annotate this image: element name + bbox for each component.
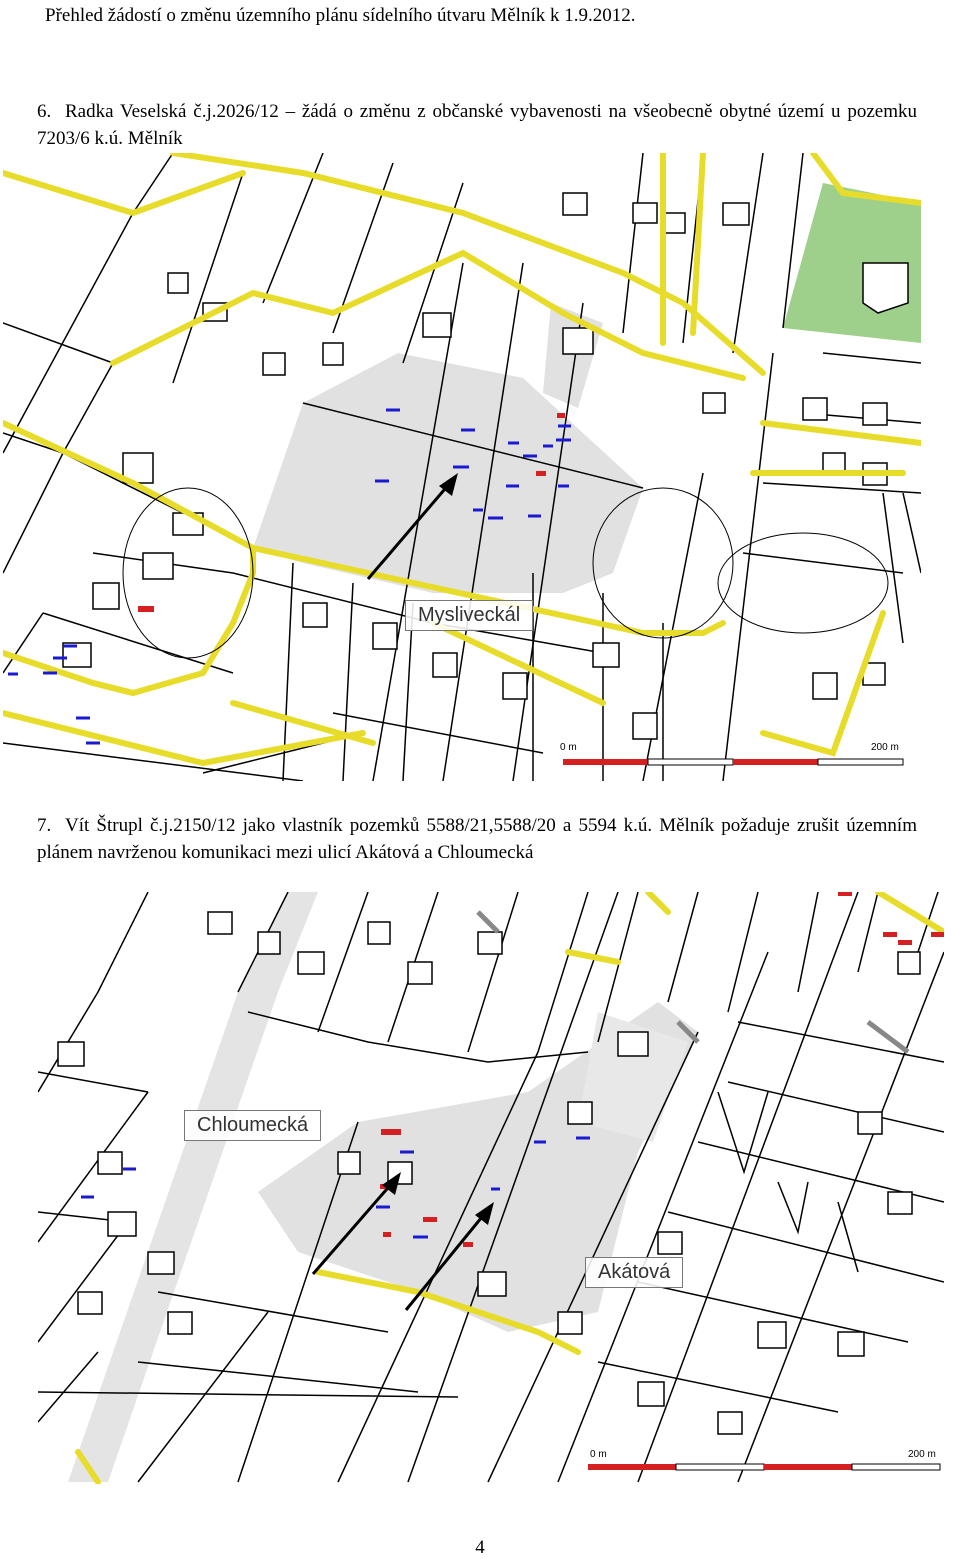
scale-bar-red-1 bbox=[563, 759, 648, 765]
item-7 bbox=[37, 812, 917, 866]
scale-start: 0 m bbox=[590, 1449, 607, 1460]
scale-start: 0 m bbox=[560, 742, 577, 753]
street-label-chloumecka: Chloumecká bbox=[184, 1110, 321, 1141]
item-6 bbox=[37, 98, 917, 152]
scale-end: 200 m bbox=[908, 1449, 936, 1460]
item-7-text: Vít Štrupl č.j.2150/12 jako vlastník pozemků 5588/21,5588/20 a 5594 k.ú. Mělník požaduje zrušit územním plánem navrženou komunikaci mezi ulicí Akátová a Chloumecká bbox=[37, 815, 917, 863]
scale-bar-red-2 bbox=[733, 759, 818, 765]
cadastral-map-2 bbox=[38, 892, 944, 1484]
item-6-text: Radka Veselská č.j.2026/12 – žádá o změnu z občanské vybavenosti na všeobecně obytné území u pozemku 7203/6 k.ú. Mělník bbox=[37, 101, 917, 149]
scale-end: 200 m bbox=[871, 742, 899, 753]
page-number: 4 bbox=[475, 1537, 485, 1558]
street-label-akatova: Akátová bbox=[585, 1257, 683, 1288]
map-1-drawing bbox=[3, 153, 921, 781]
scale-bar-red-1 bbox=[588, 1464, 676, 1470]
document-header: Přehled žádostí o změnu územního plánu sídelního útvaru Mělník k 1.9.2012. bbox=[45, 5, 636, 26]
map-2-drawing bbox=[38, 892, 944, 1484]
item-6-number: 6. bbox=[37, 101, 52, 122]
scale-bar-red-2 bbox=[764, 1464, 852, 1470]
cadastral-map-1 bbox=[3, 153, 921, 781]
street-label-myslivecka: Mysliveckál bbox=[405, 600, 533, 631]
item-7-number: 7. bbox=[37, 815, 52, 836]
